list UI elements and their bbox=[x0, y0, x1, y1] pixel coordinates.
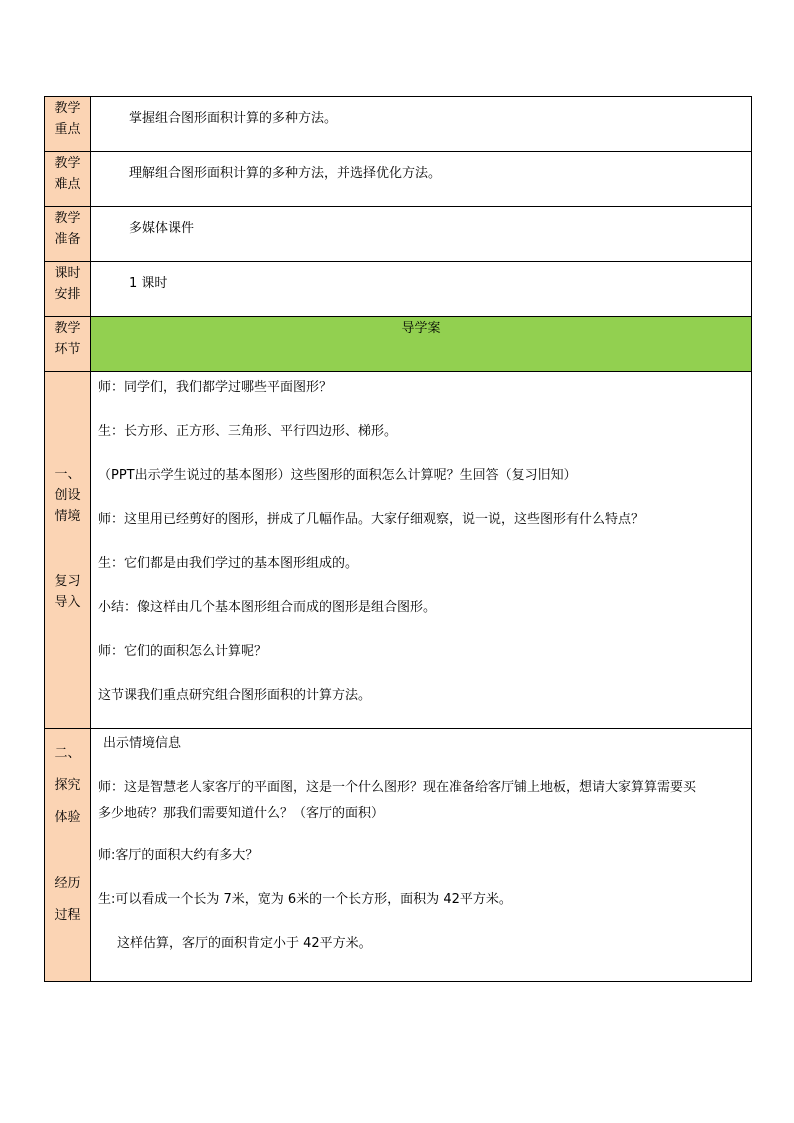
content-section-1 bbox=[91, 372, 752, 729]
dialogue-line: 师：这是智慧老人家客厅的平面图，这是一个什么图形？现在准备给客厅铺上地板，想请大家算算需要买 bbox=[98, 780, 697, 795]
section-header-title: 导学案 bbox=[91, 317, 752, 372]
dialogue-line: 多少地砖？那我们需要知道什么？（客厅的面积） bbox=[98, 806, 385, 821]
dialogue-line: 小结：像这样由几个基本图形组合而成的图形是组合图形。 bbox=[98, 600, 437, 615]
content-difficulty: 理解组合图形面积计算的多种方法，并选择优化方法。 bbox=[91, 152, 752, 207]
label-preparation: 教学 准备 bbox=[45, 207, 91, 262]
row-section-2 bbox=[45, 729, 752, 982]
row-section-1 bbox=[45, 372, 752, 729]
dialogue-line: 师：它们的面积怎么计算呢？ bbox=[98, 644, 268, 659]
label-teaching-stage: 教学 环节 bbox=[45, 317, 91, 372]
row-key-point bbox=[45, 97, 752, 152]
row-difficulty bbox=[45, 152, 752, 207]
content-schedule: 1 课时 bbox=[91, 262, 752, 317]
intro-line: 出示情境信息 bbox=[103, 736, 182, 751]
dialogue-line: 这样估算，客厅的面积肯定小于 42平方米。 bbox=[117, 936, 372, 951]
label-section-1: 一、 创设 情境 复习 导入 bbox=[45, 372, 91, 729]
label-schedule: 课时 安排 bbox=[45, 262, 91, 317]
dialogue-line: 师：同学们，我们都学过哪些平面图形？ bbox=[98, 380, 333, 395]
label-section-2: 二、 探究 体验 经历 过程 bbox=[45, 729, 91, 982]
dialogue-line: 生：长方形、正方形、三角形、平行四边形、梯形。 bbox=[98, 424, 398, 439]
row-preparation bbox=[45, 207, 752, 262]
content-key-point: 掌握组合图形面积计算的多种方法。 bbox=[91, 97, 752, 152]
dialogue-line: 师:客厅的面积大约有多大？ bbox=[98, 848, 259, 863]
content-preparation: 多媒体课件 bbox=[91, 207, 752, 262]
dialogue-line: 生：它们都是由我们学过的基本图形组成的。 bbox=[98, 556, 359, 571]
label-key-point: 教学 重点 bbox=[45, 97, 91, 152]
row-schedule bbox=[45, 262, 752, 317]
row-section-header bbox=[45, 317, 752, 372]
dialogue-line: 生:可以看成一个长为 7米，宽为 6米的一个长方形，面积为 42平方米。 bbox=[98, 892, 512, 907]
label-difficulty: 教学 难点 bbox=[45, 152, 91, 207]
content-section-2 bbox=[91, 729, 752, 982]
dialogue-line: 这节课我们重点研究组合图形面积的计算方法。 bbox=[98, 688, 372, 703]
lesson-plan-table bbox=[44, 96, 752, 982]
dialogue-line: 师：这里用已经剪好的图形，拼成了几幅作品。大家仔细观察，说一说，这些图形有什么特点？ bbox=[98, 512, 645, 527]
dialogue-line: （PPT出示学生说过的基本图形）这些图形的面积怎么计算呢？生回答（复习旧知） bbox=[98, 468, 577, 483]
